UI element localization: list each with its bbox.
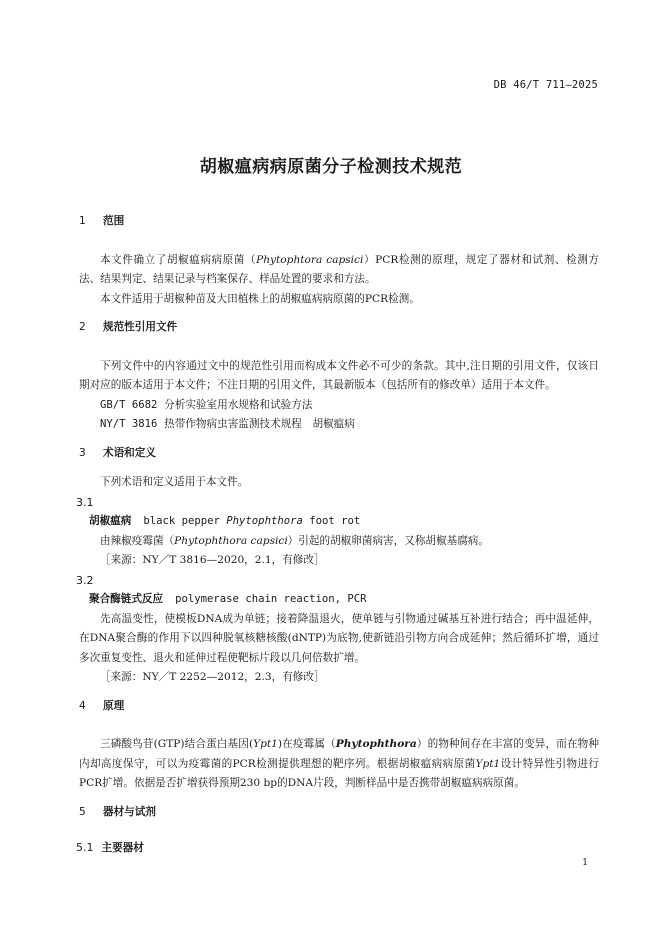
term-chinese: 胡椒瘟病 [89, 515, 132, 527]
document-body [76, 212, 599, 859]
section-title: 规范性引用文件 [103, 321, 178, 333]
section-title: 器材与试剂 [103, 805, 156, 818]
term-title [79, 512, 599, 532]
term-english [143, 515, 360, 527]
term-chinese: 聚合酶链式反应 [89, 593, 164, 605]
section-2-heading [79, 318, 599, 338]
page-number: 1 [582, 858, 588, 868]
scope-paragraph-2: 本文件适用于胡椒种苗及大田植株上的胡椒瘟病病原菌的PCR检测。 [100, 292, 420, 305]
term-definition [79, 532, 599, 552]
references-paragraph: 下列文件中的内容通过文中的规范性引用而构成本文件必不可少的条款。其中,注日期的引用文件，仅该日期对应的版本适用于本文件；不注日期的引用文件，其最新版本（包括所有的修改单）适用于本文件。 [79, 359, 599, 391]
section-title: 原理 [103, 699, 125, 712]
reference-code: NY/T 3816 [100, 418, 158, 430]
scope-paragraph-1 [79, 251, 599, 290]
text-run: black pepper [143, 515, 227, 527]
term-number: 3.1 [76, 495, 94, 509]
genus-name: Phytophthora [226, 515, 303, 527]
subsection-number: 5.1 [76, 841, 94, 854]
genus-name: Phytophthora [335, 738, 417, 750]
terms-intro: 下列术语和定义适用于本文件。 [100, 476, 249, 488]
principle-paragraph [79, 735, 599, 794]
gene-name: Ypt1 [475, 757, 501, 770]
term-definition: 先高温变性，使模板DNA成为单链；接着降温退火，使单链与引物通过碱基互补进行结合；再中温延伸，在DNA聚合酶的作用下以四种脱氧核糖核酸(dNTP)为底物,使新链沿引物方向合成延伸；然后循环扩增，通过多次重复变性、退火和延伸过程使靶标片段以几何倍数扩增。 [79, 612, 599, 664]
text-run: ）PCR检测的原理，规定了器材和试剂、检测方法、结果判定、结果记录与档案保存、样品处置的要求和方法。 [79, 253, 599, 285]
section-number: 4 [79, 699, 86, 712]
standard-code: DB 46/T 711—2025 [493, 79, 598, 91]
document-title: 胡椒瘟病病原菌分子检测技术规范 [199, 157, 463, 177]
species-name: Phytophtora capsici [256, 253, 364, 266]
term-source: ［来源：NY／T 2252—2012，2.3，有修改］ [100, 671, 325, 683]
text-run: )在疫霉属（ [277, 738, 336, 750]
section-4-heading [79, 697, 599, 717]
subsection-5-1-heading [76, 838, 599, 859]
reference-name: 热带作物病虫害监测技术规程 胡椒瘟病 [164, 418, 355, 430]
text-run: 由辣椒疫霉菌（ [100, 534, 175, 547]
gene-name: Ypt1 [253, 738, 278, 750]
reference-code: GB/T 6682 [100, 398, 158, 411]
text-run: ）引起的胡椒卵菌病害，又称胡椒基腐病。 [287, 534, 489, 547]
section-number: 5 [79, 805, 86, 818]
section-number: 3 [79, 446, 86, 459]
term-source: ［来源：NY／T 3816—2020，2.1，有修改］ [100, 554, 325, 566]
text-run: 设计特异性引物进行PCR扩增。依据是否扩增获得预期230 bp的DNA片段，判断样品中是否携带胡椒瘟病病原菌。 [79, 757, 599, 789]
text-run: 本文件确立了胡椒瘟病病原菌（ [100, 253, 257, 266]
text-run: ）的物种间存在丰富的变异，而在物种内却高度保守，可以为疫霉菌的PCR检测提供理想的靶序列。根据胡椒瘟病病原菌 [79, 738, 599, 770]
term-english: polymerase chain reaction, PCR [175, 593, 367, 605]
subsection-title: 主要器材 [101, 842, 144, 854]
term-number: 3.2 [76, 573, 94, 587]
reference-item [79, 415, 599, 435]
species-name: Phytophthora capsici [174, 534, 288, 547]
section-title: 范围 [103, 215, 125, 227]
text-run: 三磷酸鸟苷(GTP)结合蛋白基因( [100, 738, 254, 750]
section-title: 术语和定义 [103, 446, 156, 459]
section-1-heading [79, 212, 599, 232]
text-run: foot rot [302, 515, 361, 527]
section-number: 2 [79, 321, 86, 333]
section-number: 1 [79, 215, 86, 227]
term-title [79, 590, 599, 610]
reference-name: 分析实验室用水规格和试验方法 [164, 398, 313, 411]
section-3-heading [79, 444, 599, 464]
section-5-heading [79, 803, 599, 823]
reference-item [79, 396, 599, 416]
